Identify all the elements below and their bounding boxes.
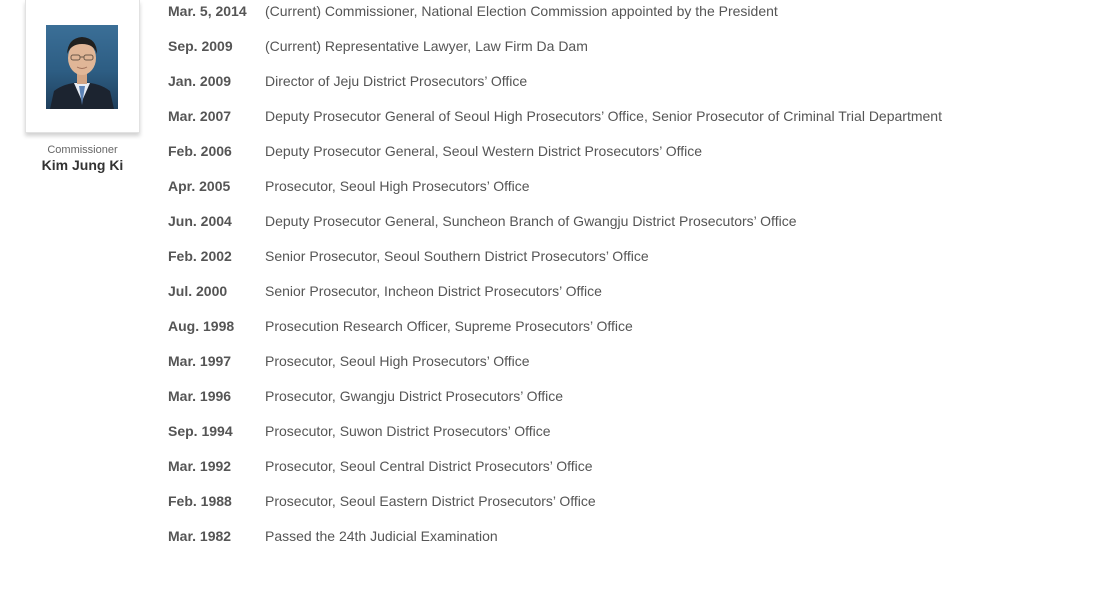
portrait-photo (46, 25, 118, 109)
entry-description: Senior Prosecutor, Seoul Southern District Prosecutors’ Office (265, 248, 649, 264)
timeline-entry (168, 35, 942, 70)
entry-description: Prosecutor, Seoul Eastern District Prosecutors’ Office (265, 493, 596, 509)
entry-date: Feb. 2002 (168, 248, 232, 264)
entry-description: Senior Prosecutor, Incheon District Prosecutors’ Office (265, 283, 602, 299)
entry-date: Mar. 1996 (168, 388, 232, 404)
timeline-entry (168, 525, 942, 560)
timeline-entry (168, 455, 942, 490)
profile-name: Kim Jung Ki (41, 157, 124, 173)
profile-role: Commissioner (47, 144, 118, 156)
entry-date: Feb. 1988 (168, 493, 232, 509)
entry-description: Deputy Prosecutor General of Seoul High Prosecutors’ Office, Senior Prosecutor of Criminal Trial Department (265, 108, 942, 124)
entry-date: Jan. 2009 (168, 73, 232, 89)
entry-description: Director of Jeju District Prosecutors’ Office (265, 73, 528, 89)
entry-date: Feb. 2006 (168, 143, 232, 159)
timeline-entry (168, 0, 942, 35)
entry-date: Mar. 1997 (168, 353, 232, 369)
entry-description: (Current) Commissioner, National Election Commission appointed by the President (265, 3, 778, 19)
timeline-entry (168, 280, 942, 315)
entry-date: Sep. 1994 (168, 423, 233, 439)
entry-date: Aug. 1998 (168, 318, 235, 334)
timeline-entry (168, 105, 942, 140)
entry-description: Passed the 24th Judicial Examination (265, 528, 498, 544)
timeline-entry (168, 420, 942, 455)
career-timeline (168, 0, 942, 560)
profile-card (25, 0, 140, 174)
portrait-illustration (46, 25, 118, 109)
entry-description: Deputy Prosecutor General, Seoul Western District Prosecutors’ Office (265, 143, 703, 159)
entry-description: Prosecutor, Gwangju District Prosecutors’ Office (265, 388, 563, 404)
timeline-entry (168, 175, 942, 210)
entry-description: Prosecutor, Seoul High Prosecutors’ Office (265, 353, 530, 369)
timeline-entry (168, 385, 942, 420)
timeline-entry (168, 350, 942, 385)
entry-date: Sep. 2009 (168, 38, 233, 54)
entry-date: Mar. 5, 2014 (168, 3, 247, 19)
entry-date: Mar. 2007 (168, 108, 232, 124)
timeline-entry (168, 245, 942, 280)
entry-date: Mar. 1982 (168, 528, 232, 544)
entry-date: Mar. 1992 (168, 458, 232, 474)
photo-frame (25, 0, 140, 133)
entry-description: Prosecution Research Officer, Supreme Prosecutors’ Office (265, 318, 633, 334)
timeline-entry (168, 140, 942, 175)
entry-date: Jul. 2000 (168, 283, 228, 299)
entry-description: Prosecutor, Seoul High Prosecutors’ Office (265, 178, 530, 194)
entry-description: Prosecutor, Suwon District Prosecutors’ Office (265, 423, 551, 439)
entry-date: Apr. 2005 (168, 178, 231, 194)
timeline-entry (168, 490, 942, 525)
timeline-entry (168, 315, 942, 350)
entry-description: Deputy Prosecutor General, Suncheon Branch of Gwangju District Prosecutors’ Office (265, 213, 797, 229)
entry-date: Jun. 2004 (168, 213, 232, 229)
entry-description: (Current) Representative Lawyer, Law Firm Da Dam (265, 38, 588, 54)
timeline-entry (168, 210, 942, 245)
timeline-entry (168, 70, 942, 105)
entry-description: Prosecutor, Seoul Central District Prosecutors’ Office (265, 458, 593, 474)
